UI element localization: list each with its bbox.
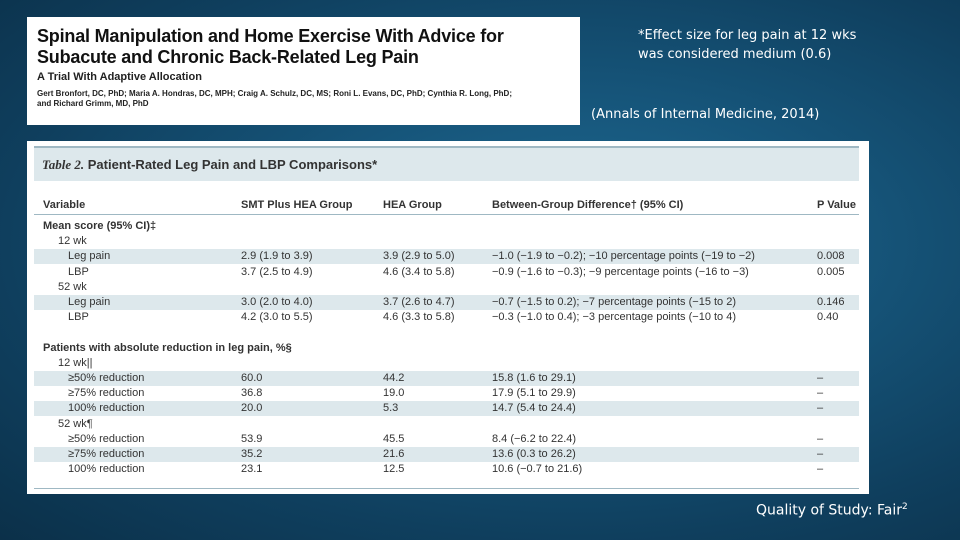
header-smt-group: SMT Plus HEA Group: [241, 199, 353, 211]
table-row: [34, 310, 859, 325]
table-row: [34, 234, 859, 249]
cell-smt: 23.1: [241, 463, 263, 476]
table-row: [34, 356, 859, 371]
cell-p-value: 0.40: [817, 311, 839, 324]
paper-subtitle: A Trial With Adaptive Allocation: [37, 71, 202, 83]
cell-hea: 21.6: [383, 448, 405, 460]
cell-variable: Patients with absolute reduction in leg pain, %§: [43, 341, 292, 354]
cell-variable: 100% reduction: [68, 402, 145, 415]
cell-variable: ≥50% reduction: [68, 432, 145, 445]
authors-line-2: and Richard Grimm, MD, PhD: [37, 99, 149, 108]
table-row: [34, 417, 859, 432]
table-row: [34, 325, 859, 340]
note-line-2: was considered medium (0.6): [638, 47, 832, 62]
cell-smt: 35.2: [241, 448, 263, 460]
cell-variable: 100% reduction: [68, 463, 145, 476]
cell-hea: 3.7 (2.6 to 4.7): [383, 296, 455, 308]
paper-title-card: [27, 17, 580, 125]
paper-authors: [37, 89, 570, 109]
table-row: [34, 295, 859, 310]
cell-variable: ≥75% reduction: [68, 387, 145, 400]
cell-variable: LBP: [68, 265, 89, 278]
table-row: [34, 447, 859, 462]
quality-label: Quality of Study: Fair: [756, 502, 902, 519]
cell-hea: 4.6 (3.3 to 5.8): [383, 311, 455, 324]
cell-p-value: –: [817, 432, 824, 445]
cell-difference: 14.7 (5.4 to 24.4): [492, 402, 576, 415]
cell-smt: 60.0: [241, 372, 263, 384]
table-row: [34, 371, 859, 386]
header-difference: Between-Group Difference† (95% CI): [492, 199, 684, 211]
cell-smt: 3.0 (2.0 to 4.0): [241, 296, 313, 308]
cell-variable: Mean score (95% CI)‡: [43, 220, 157, 232]
note-line-1: *Effect size for leg pain at 12 wks: [638, 28, 857, 43]
cell-difference: 15.8 (1.6 to 29.1): [492, 372, 576, 384]
cell-difference: −0.3 (−1.0 to 0.4); −3 percentage points (−10 to 4): [492, 311, 736, 324]
bottom-rule: [34, 488, 859, 489]
cell-p-value: –: [817, 402, 824, 415]
header-rule: [34, 214, 859, 215]
cell-smt: 36.8: [241, 387, 263, 400]
cell-difference: 17.9 (5.1 to 29.9): [492, 387, 576, 400]
cell-p-value: 0.005: [817, 265, 845, 278]
cell-hea: 4.6 (3.4 to 5.8): [383, 265, 455, 278]
header-hea-group: HEA Group: [383, 199, 442, 211]
table-row: [34, 280, 859, 295]
cell-hea: 19.0: [383, 387, 405, 400]
cell-variable: Leg pain: [68, 250, 111, 263]
cell-variable: LBP: [68, 311, 89, 324]
cell-difference: −1.0 (−1.9 to −0.2); −10 percentage points (−19 to −2): [492, 250, 755, 263]
cell-p-value: 0.008: [817, 250, 845, 263]
authors-line-1: Gert Bronfort, DC, PhD; Maria A. Hondras, DC, MPH; Craig A. Schulz, DC, MS; Roni L. Evans, DC, PhD; Cynthia R. Long, PhD;: [37, 89, 512, 98]
cell-hea: 45.5: [383, 432, 405, 445]
cell-hea: 5.3: [383, 402, 399, 415]
cell-difference: 8.4 (−6.2 to 22.4): [492, 432, 577, 445]
cell-variable: ≥50% reduction: [68, 372, 145, 384]
table-row: [34, 341, 859, 356]
cell-variable: 52 wk¶: [58, 417, 93, 430]
cell-variable: 12 wk||: [58, 356, 93, 369]
cell-variable: ≥75% reduction: [68, 448, 145, 460]
cell-smt: 20.0: [241, 402, 263, 415]
cell-difference: 10.6 (−0.7 to 21.6): [492, 463, 583, 476]
cell-difference: −0.7 (−1.5 to 0.2); −7 percentage points (−15 to 2): [492, 296, 736, 308]
cell-difference: −0.9 (−1.6 to −0.3); −9 percentage points (−16 to −3): [492, 265, 749, 278]
comparison-table: [27, 141, 869, 494]
cell-hea: 44.2: [383, 372, 405, 384]
cell-p-value: 0.146: [817, 296, 845, 308]
cell-p-value: –: [817, 387, 824, 400]
cell-hea: 3.9 (2.9 to 5.0): [383, 250, 455, 263]
header-p-value: P Value: [817, 199, 856, 211]
table-row: [34, 265, 859, 280]
quality-superscript: 2: [901, 502, 908, 512]
cell-smt: 2.9 (1.9 to 3.9): [241, 250, 313, 263]
cell-variable: Leg pain: [68, 296, 111, 308]
header-variable: Variable: [43, 199, 86, 211]
citation: (Annals of Internal Medicine, 2014): [591, 107, 820, 122]
table-number: Table 2.: [42, 157, 85, 172]
table-row: [34, 249, 859, 264]
effect-size-note: [638, 26, 938, 64]
cell-difference: 13.6 (0.3 to 26.2): [492, 448, 576, 460]
cell-smt: 4.2 (3.0 to 5.5): [241, 311, 313, 324]
paper-title: Spinal Manipulation and Home Exercise With Advice for Subacute and Chronic Back-Related Leg Pain: [37, 26, 504, 67]
cell-smt: 53.9: [241, 432, 263, 445]
table-row: [34, 219, 859, 234]
table-row: [34, 462, 859, 477]
quality-of-study: [756, 502, 908, 519]
cell-p-value: –: [817, 448, 824, 460]
cell-hea: 12.5: [383, 463, 405, 476]
cell-p-value: –: [817, 372, 824, 384]
table-caption: [34, 146, 859, 181]
cell-p-value: –: [817, 463, 824, 476]
table-row: [34, 386, 859, 401]
cell-variable: 12 wk: [58, 235, 87, 248]
cell-variable: 52 wk: [58, 280, 87, 293]
table-row: [34, 432, 859, 447]
cell-smt: 3.7 (2.5 to 4.9): [241, 265, 313, 278]
table-caption-text: Patient-Rated Leg Pain and LBP Comparisons*: [87, 157, 378, 172]
table-row: [34, 401, 859, 416]
